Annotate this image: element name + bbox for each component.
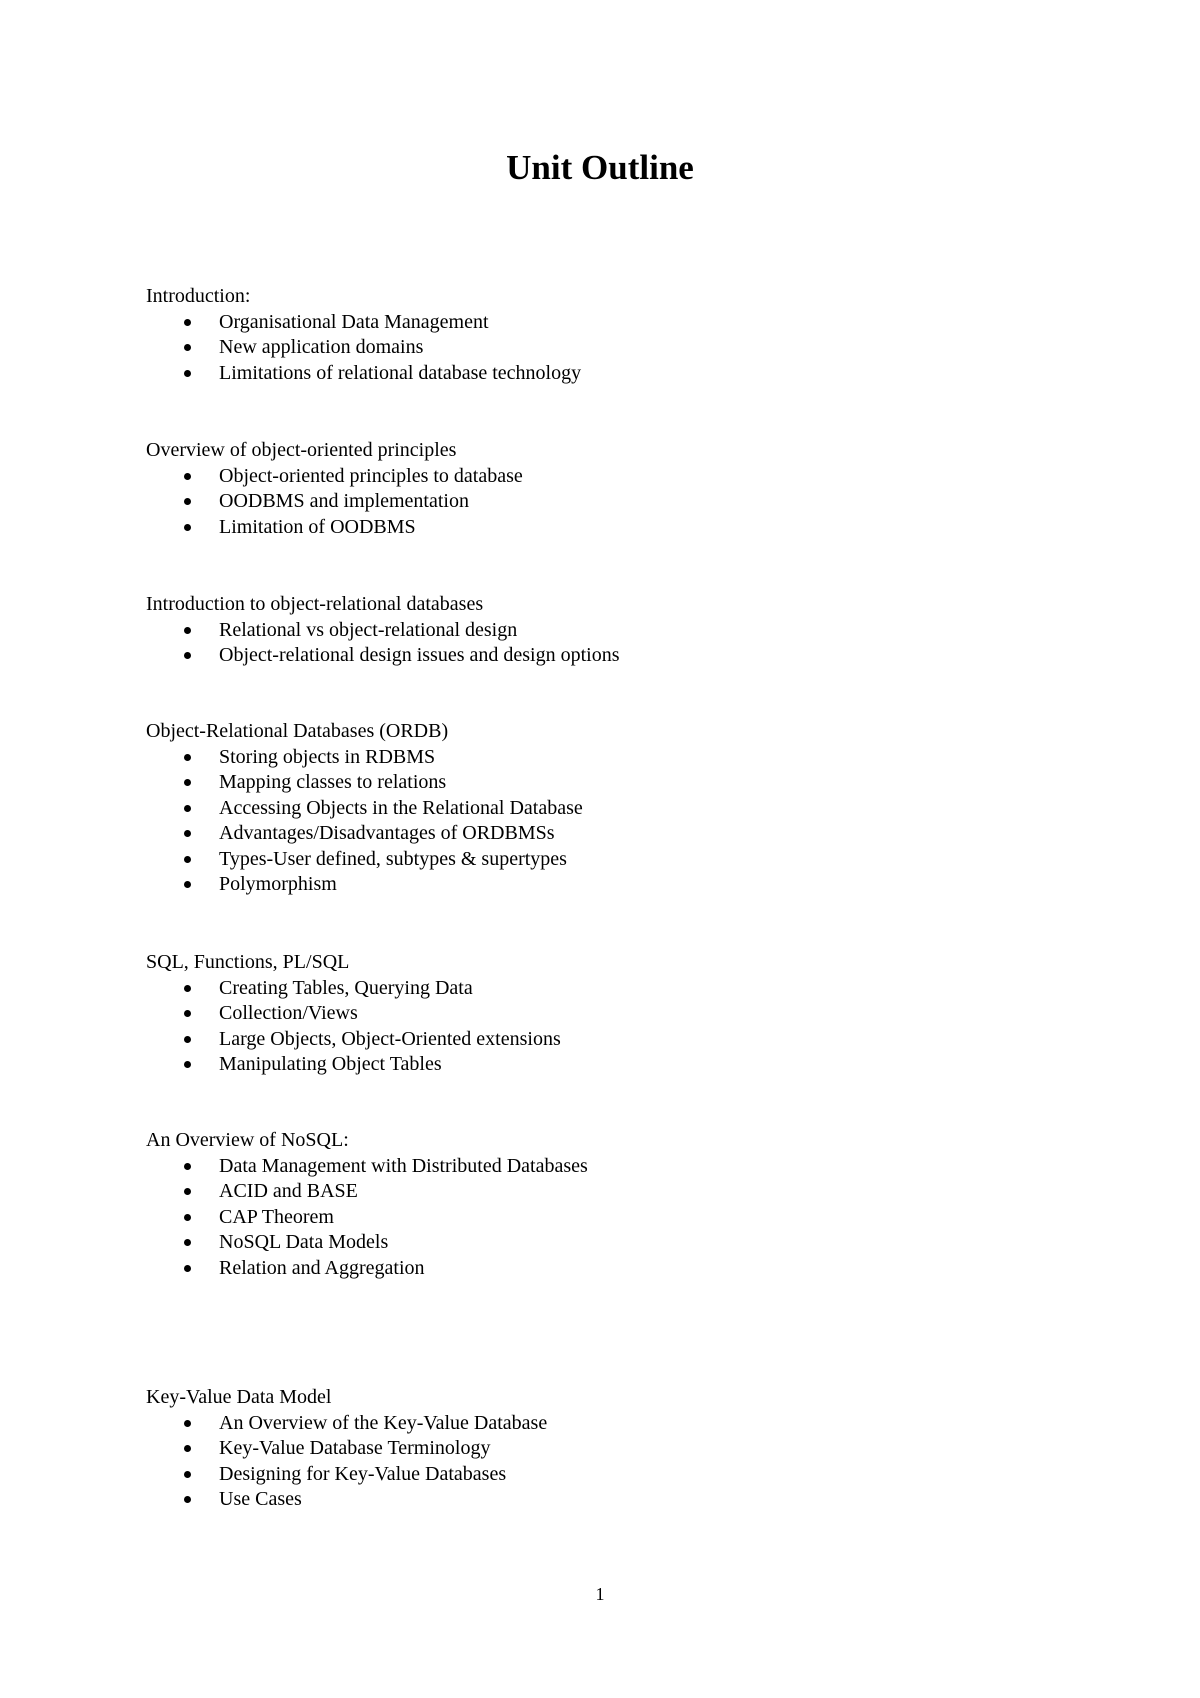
- list-item: [146, 643, 1046, 669]
- outline-section: [146, 592, 1046, 669]
- list-item-text: Polymorphism: [219, 873, 337, 895]
- bullet-icon: [184, 1496, 191, 1503]
- bullet-icon: [184, 1036, 191, 1043]
- list-item-text: Collection/Views: [219, 1002, 358, 1024]
- list-item: [146, 361, 1046, 387]
- list-item: [146, 872, 1046, 898]
- section-heading: Overview of object-oriented principles: [146, 439, 457, 461]
- bullet-icon: [184, 1010, 191, 1017]
- list-item: [146, 489, 1046, 515]
- list-item-text: Creating Tables, Querying Data: [219, 976, 473, 999]
- list-item-text: Designing for Key-Value Databases: [219, 1462, 507, 1485]
- list-item: [146, 310, 1046, 336]
- list-item: [146, 1179, 1046, 1205]
- bullet-icon: [184, 1445, 191, 1452]
- list-item-text: Mapping classes to relations: [219, 771, 447, 793]
- bullet-icon: [184, 319, 191, 326]
- bullet-icon: [184, 1471, 191, 1478]
- bullet-icon: [184, 498, 191, 505]
- section-heading: Introduction:: [146, 285, 251, 307]
- list-item-text: Limitations of relational database technology: [219, 361, 582, 384]
- bullet-icon: [184, 779, 191, 786]
- bullet-icon: [184, 1214, 191, 1221]
- bullet-icon: [184, 1265, 191, 1272]
- outline-section: [146, 284, 1046, 386]
- bullet-list: [146, 310, 1046, 387]
- bullet-icon: [184, 524, 191, 531]
- bullet-icon: [184, 1163, 191, 1170]
- bullet-icon: [184, 985, 191, 992]
- bullet-list: [146, 464, 1046, 541]
- outline-section: [146, 1128, 1046, 1281]
- list-item-text: Limitation of OODBMS: [219, 515, 416, 538]
- outline-section: [146, 438, 1046, 540]
- outline-section: [146, 719, 1046, 898]
- bullet-icon: [184, 805, 191, 812]
- bullet-icon: [184, 370, 191, 377]
- section-heading: Key-Value Data Model: [146, 1386, 332, 1408]
- list-item: [146, 1001, 1046, 1027]
- section-heading: SQL, Functions, PL/SQL: [146, 951, 350, 973]
- bullet-icon: [184, 652, 191, 659]
- bullet-icon: [184, 1188, 191, 1195]
- list-item-text: CAP Theorem: [219, 1205, 334, 1228]
- list-item: [146, 1205, 1046, 1231]
- list-item-text: Object-oriented principles to database: [219, 464, 523, 487]
- bullet-list: [146, 745, 1046, 898]
- outline-section: [146, 1385, 1046, 1513]
- list-item: [146, 1411, 1046, 1437]
- list-item-text: Advantages/Disadvantages of ORDBMSs: [219, 822, 555, 844]
- page-title: Unit Outline: [506, 148, 694, 187]
- list-item-text: New application domains: [219, 336, 424, 358]
- list-item: [146, 1462, 1046, 1488]
- bullet-icon: [184, 1420, 191, 1427]
- list-item: [146, 1230, 1046, 1256]
- bullet-icon: [184, 344, 191, 351]
- list-item-text: NoSQL Data Models: [219, 1231, 389, 1253]
- list-item: [146, 770, 1046, 796]
- section-heading: Object-Relational Databases (ORDB): [146, 720, 449, 742]
- list-item-text: Types-User defined, subtypes & supertypes: [219, 847, 567, 870]
- list-item: [146, 335, 1046, 361]
- bullet-icon: [184, 830, 191, 837]
- list-item-text: OODBMS and implementation: [219, 490, 469, 512]
- bullet-icon: [184, 1061, 191, 1068]
- list-item: [146, 618, 1046, 644]
- bullet-icon: [184, 627, 191, 634]
- bullet-list: [146, 1411, 1046, 1513]
- list-item: [146, 847, 1046, 873]
- list-item: [146, 976, 1046, 1002]
- list-item: [146, 1027, 1046, 1053]
- bullet-icon: [184, 473, 191, 480]
- list-item-text: ACID and BASE: [219, 1180, 358, 1202]
- list-item-text: Storing objects in RDBMS: [219, 745, 436, 768]
- section-heading: An Overview of NoSQL:: [146, 1129, 349, 1151]
- bullet-icon: [184, 754, 191, 761]
- list-item-text: Key-Value Database Terminology: [219, 1437, 491, 1459]
- list-item: [146, 1154, 1046, 1180]
- list-item: [146, 1052, 1046, 1078]
- section-heading: Introduction to object-relational databases: [146, 593, 484, 615]
- bullet-icon: [184, 1239, 191, 1246]
- list-item-text: Organisational Data Management: [219, 310, 489, 333]
- outline-section: [146, 950, 1046, 1078]
- list-item: [146, 1256, 1046, 1282]
- bullet-icon: [184, 856, 191, 863]
- bullet-icon: [184, 881, 191, 888]
- list-item-text: Manipulating Object Tables: [219, 1053, 442, 1075]
- bullet-list: [146, 618, 1046, 669]
- list-item-text: Data Management with Distributed Databases: [219, 1154, 588, 1177]
- list-item: [146, 745, 1046, 771]
- bullet-list: [146, 1154, 1046, 1282]
- list-item-text: Relation and Aggregation: [219, 1256, 425, 1279]
- page-number: 1: [595, 1584, 605, 1604]
- list-item: [146, 1487, 1046, 1513]
- list-item: [146, 464, 1046, 490]
- list-item: [146, 1436, 1046, 1462]
- bullet-list: [146, 976, 1046, 1078]
- list-item-text: Accessing Objects in the Relational Database: [219, 796, 583, 819]
- list-item-text: Object-relational design issues and design options: [219, 644, 620, 666]
- list-item-text: Use Cases: [219, 1488, 302, 1510]
- list-item: [146, 796, 1046, 822]
- list-item-text: Relational vs object-relational design: [219, 618, 518, 641]
- list-item-text: An Overview of the Key-Value Database: [219, 1411, 548, 1434]
- list-item-text: Large Objects, Object-Oriented extensions: [219, 1027, 561, 1050]
- list-item: [146, 515, 1046, 541]
- list-item: [146, 821, 1046, 847]
